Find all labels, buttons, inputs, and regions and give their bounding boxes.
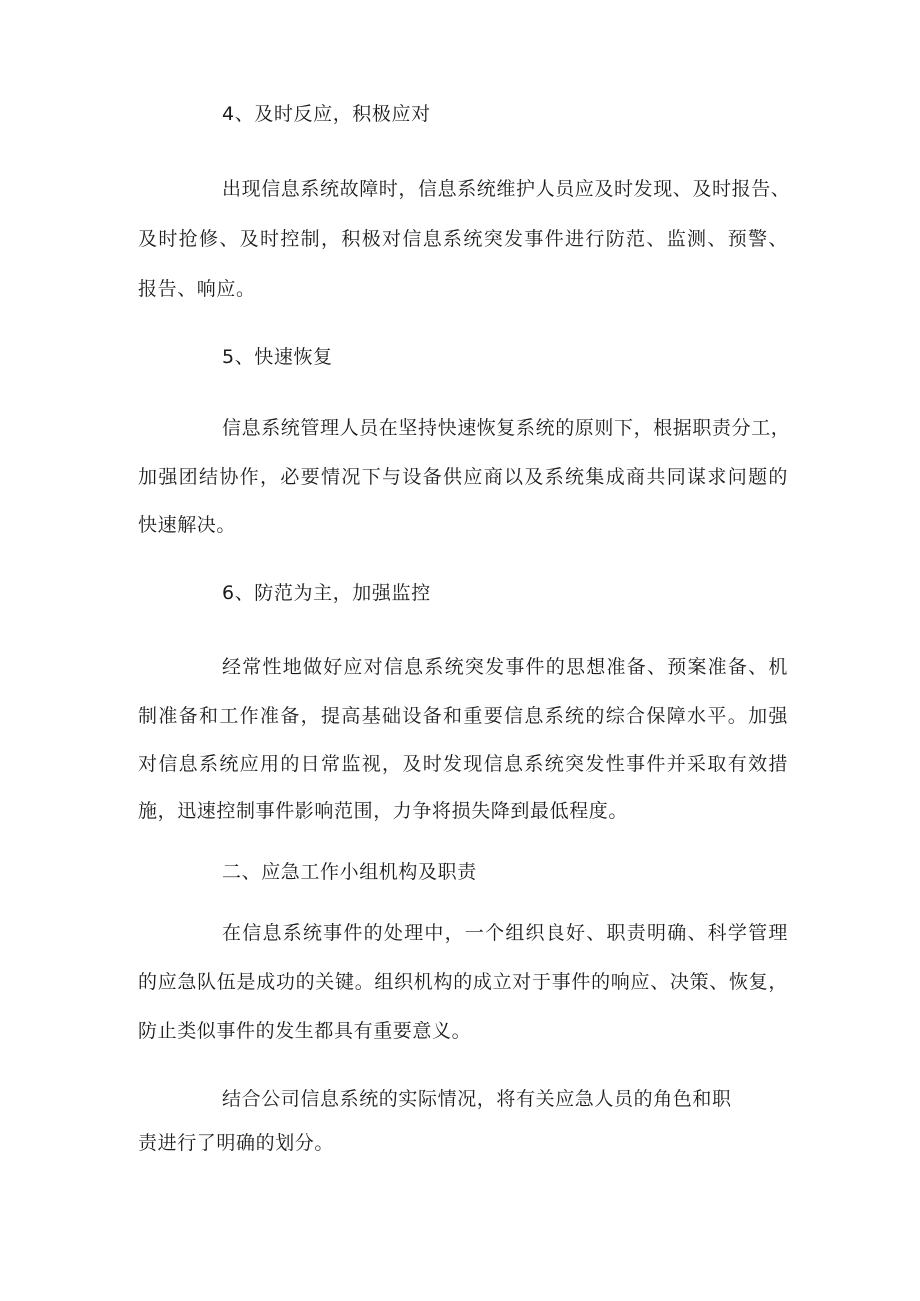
paragraph-line: 防止类似事件的发生都具有重要意义。 bbox=[138, 1020, 472, 1042]
paragraph-line: 在信息系统事件的处理中，一个组织良好、职责明确、科学管理 bbox=[222, 922, 788, 944]
paragraph-line: 对信息系统应用的日常监视，及时发现信息系统突发性事件并采取有效措 bbox=[138, 753, 788, 775]
paragraph-line: 经常性地做好应对信息系统突发事件的思想准备、预案准备、机 bbox=[222, 656, 788, 678]
paragraph-line: 结合公司信息系统的实际情况，将有关应急人员的角色和职 bbox=[222, 1088, 732, 1110]
paragraph-line: 制准备和工作准备，提高基础设备和重要信息系统的综合保障水平。加强 bbox=[138, 705, 788, 727]
paragraph-line: 的应急队伍是成功的关键。组织机构的成立对于事件的响应、决策、恢复， bbox=[138, 971, 788, 993]
paragraph-line: 出现信息系统故障时，信息系统维护人员应及时发现、及时报告、 bbox=[222, 178, 791, 200]
paragraph-line: 报告、响应。 bbox=[138, 278, 256, 300]
section-heading-6: 6、防范为主，加强监控 bbox=[222, 582, 431, 604]
paragraph-line: 信息系统管理人员在坚持快速恢复系统的原则下，根据职责分工， bbox=[222, 417, 791, 439]
paragraph-line: 加强团结协作，必要情况下与设备供应商以及系统集成商共同谋求问题的 bbox=[138, 466, 788, 488]
section-heading-4: 4、及时反应，积极应对 bbox=[222, 103, 431, 125]
paragraph-line: 施，迅速控制事件影响范围，力争将损失降到最低程度。 bbox=[138, 800, 629, 822]
paragraph-line: 快速解决。 bbox=[138, 514, 237, 536]
paragraph-line: 及时抢修、及时控制，积极对信息系统突发事件进行防范、监测、预警、 bbox=[138, 228, 788, 250]
section-heading-5: 5、快速恢复 bbox=[222, 346, 333, 368]
paragraph-line: 责进行了明确的划分。 bbox=[138, 1132, 335, 1154]
section-heading-2: 二、应急工作小组机构及职责 bbox=[222, 861, 477, 883]
